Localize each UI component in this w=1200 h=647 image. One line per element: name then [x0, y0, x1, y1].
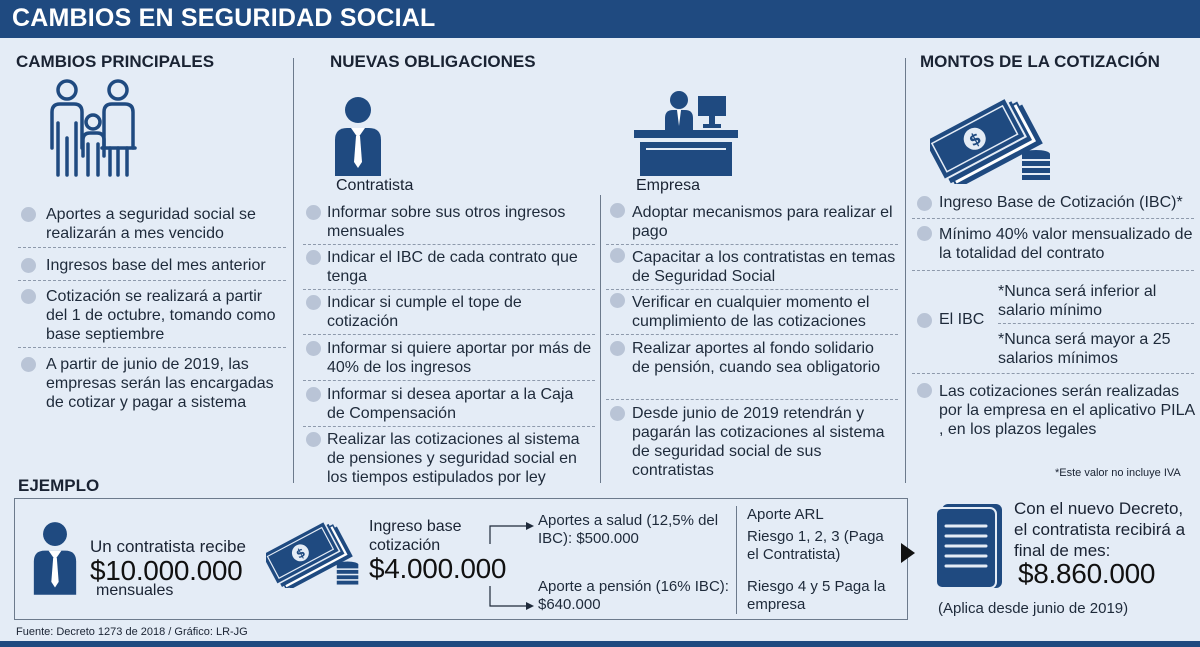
- bullet-icon: [917, 313, 932, 328]
- section-title-principales: CAMBIOS PRINCIPALES: [16, 52, 215, 71]
- dashed-divider: [606, 399, 898, 400]
- ejemplo-resultado: Con el nuevo Decreto, el contratista recibirá a final de mes:: [1014, 499, 1186, 560]
- ejemplo-arl-title: Aporte ARL: [747, 506, 824, 523]
- divider-right: [905, 58, 906, 483]
- contratista-item-4: Informar si quiere aportar por más de 40% de los ingresos: [327, 340, 592, 376]
- principales-item-4: A partir de junio de 2019, las empresas serán las encargadas de cotizar y pagar a sistema: [46, 356, 274, 411]
- section-title-montos: MONTOS DE LA COTIZACIÓN: [920, 52, 1160, 71]
- dashed-divider: [303, 244, 595, 245]
- dashed-divider: [606, 289, 898, 290]
- empresa-item-3: Verificar en cualquier momento el cumplimiento de las cotizaciones: [632, 294, 870, 330]
- dashed-divider: [303, 426, 595, 427]
- bullet-icon: [917, 226, 932, 241]
- document-icon: [934, 502, 1004, 590]
- divider-middle: [600, 195, 601, 483]
- bullet-icon: [917, 196, 932, 211]
- ejemplo-aplica: (Aplica desde junio de 2019): [938, 600, 1129, 617]
- bullet-icon: [610, 203, 625, 218]
- principales-item-3: Cotización se realizará a partir del 1 de octubre, tomando como base septiembre: [46, 288, 276, 343]
- ejemplo-ingreso-monto: $4.000.000: [369, 553, 507, 584]
- contratista-icon: [333, 96, 383, 176]
- dashed-divider: [18, 347, 286, 348]
- footer-fuente: Fuente: Decreto 1273 de 2018 / Gráfico: LR-JG: [16, 626, 248, 638]
- ejemplo-resultado-monto: $8.860.000: [1018, 558, 1156, 589]
- branch-arrows: [482, 514, 538, 614]
- page-title: CAMBIOS EN SEGURIDAD SOCIAL: [12, 4, 436, 32]
- empresa-item-5: Desde junio de 2019 retendrán y pagarán las cotizaciones al sistema de seguridad social de sus contratistas: [632, 405, 885, 479]
- empresa-item-1: Adoptar mecanismos para realizar el pago: [632, 204, 893, 240]
- montos-minimo: Mínimo 40% valor mensualizado de la totalidad del contrato: [939, 226, 1193, 262]
- svg-text:$: $: [965, 128, 985, 151]
- bullet-icon: [21, 289, 36, 304]
- empresa-label: Empresa: [636, 177, 701, 194]
- section-title-ejemplo: EJEMPLO: [18, 476, 100, 495]
- contratista-item-3: Indicar si cumple el tope de cotización: [327, 294, 522, 330]
- dashed-divider: [998, 323, 1194, 324]
- empresa-item-2: Capacitar a los contratistas en temas de Seguridad Social: [632, 249, 896, 285]
- contratista-item-6: Realizar las cotizaciones al sistema de pensiones y seguridad social en los tiempos estipulados por ley: [327, 431, 580, 486]
- bullet-icon: [306, 432, 321, 447]
- empresa-icon: [632, 90, 742, 176]
- dashed-divider: [303, 380, 595, 381]
- bullet-icon: [306, 341, 321, 356]
- divider-left: [293, 58, 294, 483]
- bullet-icon: [306, 205, 321, 220]
- bullet-icon: [306, 295, 321, 310]
- svg-text:$: $: [293, 545, 308, 562]
- bullet-icon: [610, 406, 625, 421]
- contratista-item-2: Indicar el IBC de cada contrato que tenga: [327, 249, 578, 285]
- dashed-divider: [303, 334, 595, 335]
- pointer-arrow-icon: [900, 542, 916, 564]
- iva-note: *Este valor no incluye IVA: [1055, 467, 1181, 479]
- contratista-label: Contratista: [336, 177, 414, 194]
- contratista-item-1: Informar sobre sus otros ingresos mensuales: [327, 204, 566, 240]
- bullet-icon: [21, 207, 36, 222]
- footer-bar: [0, 641, 1200, 647]
- ejemplo-mensuales: mensuales: [96, 582, 174, 599]
- principales-item-1: Aportes a seguridad social se realizarán a mes vencido: [46, 206, 256, 242]
- bullet-icon: [610, 341, 625, 356]
- dashed-divider: [912, 218, 1194, 219]
- money-icon: [930, 94, 1060, 184]
- montos-nunca-mayor: *Nunca será mayor a 25 salarios mínimos: [998, 331, 1171, 367]
- bullet-icon: [306, 387, 321, 402]
- bullet-icon: [21, 357, 36, 372]
- dashed-divider: [303, 289, 595, 290]
- bullet-icon: [917, 383, 932, 398]
- montos-el-ibc: El IBC: [939, 311, 985, 328]
- bullet-icon: [306, 250, 321, 265]
- ejemplo-recibe: Un contratista recibe: [90, 537, 246, 556]
- dashed-divider: [606, 334, 898, 335]
- ejemplo-pension: Aporte a pensión (16% IBC): $640.000: [538, 578, 729, 613]
- ejemplo-arl-riesgo: Riesgo 1, 2, 3 (Paga el Contratista): [747, 528, 884, 563]
- montos-nunca-inferior: *Nunca será inferior al salario mínimo: [998, 283, 1157, 319]
- contratista-icon: [32, 516, 78, 600]
- dashed-divider: [18, 280, 286, 281]
- dashed-divider: [912, 270, 1194, 271]
- section-title-obligaciones: NUEVAS OBLIGACIONES: [330, 52, 536, 71]
- ejemplo-monto: $10.000.000: [90, 555, 243, 586]
- principales-item-2: Ingresos base del mes anterior: [46, 257, 266, 274]
- ejemplo-arl-riesgo2: Riesgo 4 y 5 Paga la empresa: [747, 578, 886, 613]
- divider-arl: [736, 506, 737, 614]
- bullet-icon: [610, 248, 625, 263]
- montos-ibc: Ingreso Base de Cotización (IBC)*: [939, 194, 1183, 211]
- dashed-divider: [912, 373, 1194, 374]
- dashed-divider: [606, 244, 898, 245]
- ejemplo-ingreso-base: Ingreso base cotización: [369, 518, 462, 554]
- dashed-divider: [18, 247, 286, 248]
- bullet-icon: [610, 293, 625, 308]
- contratista-item-5: Informar si desea aportar a la Caja de Compensación: [327, 386, 574, 422]
- bullet-icon: [21, 258, 36, 273]
- ejemplo-salud: Aportes a salud (12,5% del IBC): $500.000: [538, 512, 719, 547]
- family-icon: [40, 78, 145, 178]
- money-icon: [266, 518, 366, 588]
- empresa-item-4: Realizar aportes al fondo solidario de pensión, cuando sea obligatorio: [632, 340, 881, 376]
- montos-pila: Las cotizaciones serán realizadas por la empresa en el aplicativo PILA , en los plazos legales: [939, 383, 1195, 438]
